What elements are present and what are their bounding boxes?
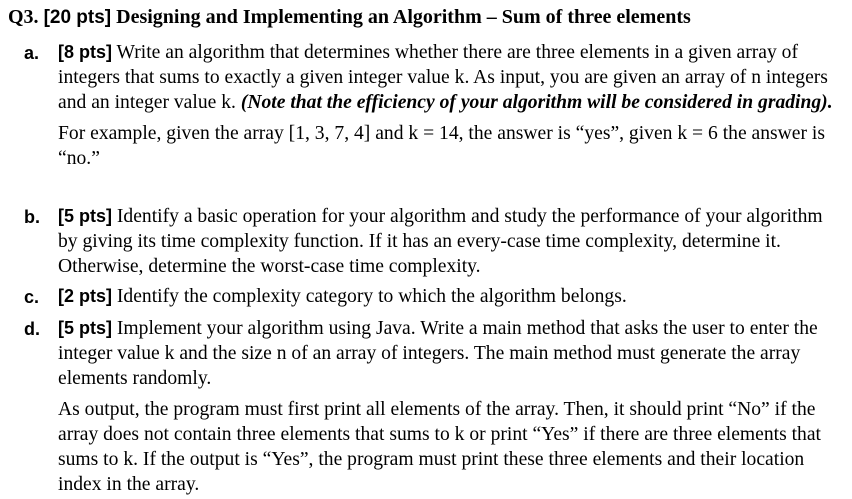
part-c-body (58, 284, 846, 309)
part-d-marker: d. (24, 319, 40, 339)
question-points: [20 pts] (43, 7, 112, 28)
part-b (24, 204, 846, 279)
part-d-output: As output, the program must first print all elements of the array. Then, it should print “No” if the array does not contain three elements that sums to k or print “Yes” if there are three elements that sums to k. If the output is “Yes”, the program must print these three elements and their location index in the array. (58, 399, 821, 495)
part-d-text: Implement your algorithm using Java. Write a main method that asks the user to enter the integer value k and the size n of an array of integers. The main method must generate the array elements randomly. (58, 318, 818, 389)
part-a-text: Write an algorithm that determines whether there are three elements in a given array of integers that sums to exactly a given integer value k. As input, you are given an array of n integers and an integer value k. (58, 42, 828, 113)
part-c (24, 284, 846, 309)
part-b-body (58, 204, 846, 279)
question-number: Q3. (8, 6, 39, 28)
part-b-marker: b. (24, 207, 40, 227)
part-d-body (58, 316, 846, 497)
part-a-marker: a. (24, 43, 40, 63)
part-c-text: Identify the complexity category to which the algorithm belongs. (116, 286, 627, 307)
part-d (24, 316, 846, 497)
part-d-points: [5 pts] (58, 318, 112, 338)
part-a-points: [8 pts] (58, 42, 112, 62)
part-c-points: [2 pts] (58, 286, 112, 306)
part-a (24, 40, 846, 171)
part-a-body (58, 40, 846, 171)
part-a-example: For example, given the array [1, 3, 7, 4] and k = 14, the answer is “yes”, given k = 6 the answer is “no.” (58, 123, 825, 169)
part-b-points: [5 pts] (58, 206, 112, 226)
part-a-note: (Note that the efficiency of your algorithm will be considered in grading). (240, 92, 833, 113)
question-title-text: Designing and Implementing an Algorithm – Sum of three elements (116, 6, 691, 28)
part-c-marker: c. (24, 287, 40, 307)
question-title (8, 4, 691, 31)
part-b-text: Identify a basic operation for your algorithm and study the performance of your algorithm by giving its time complexity function. If it has an every-case time complexity, determine it. Otherwise, determine the worst-case time complexity. (58, 206, 823, 277)
